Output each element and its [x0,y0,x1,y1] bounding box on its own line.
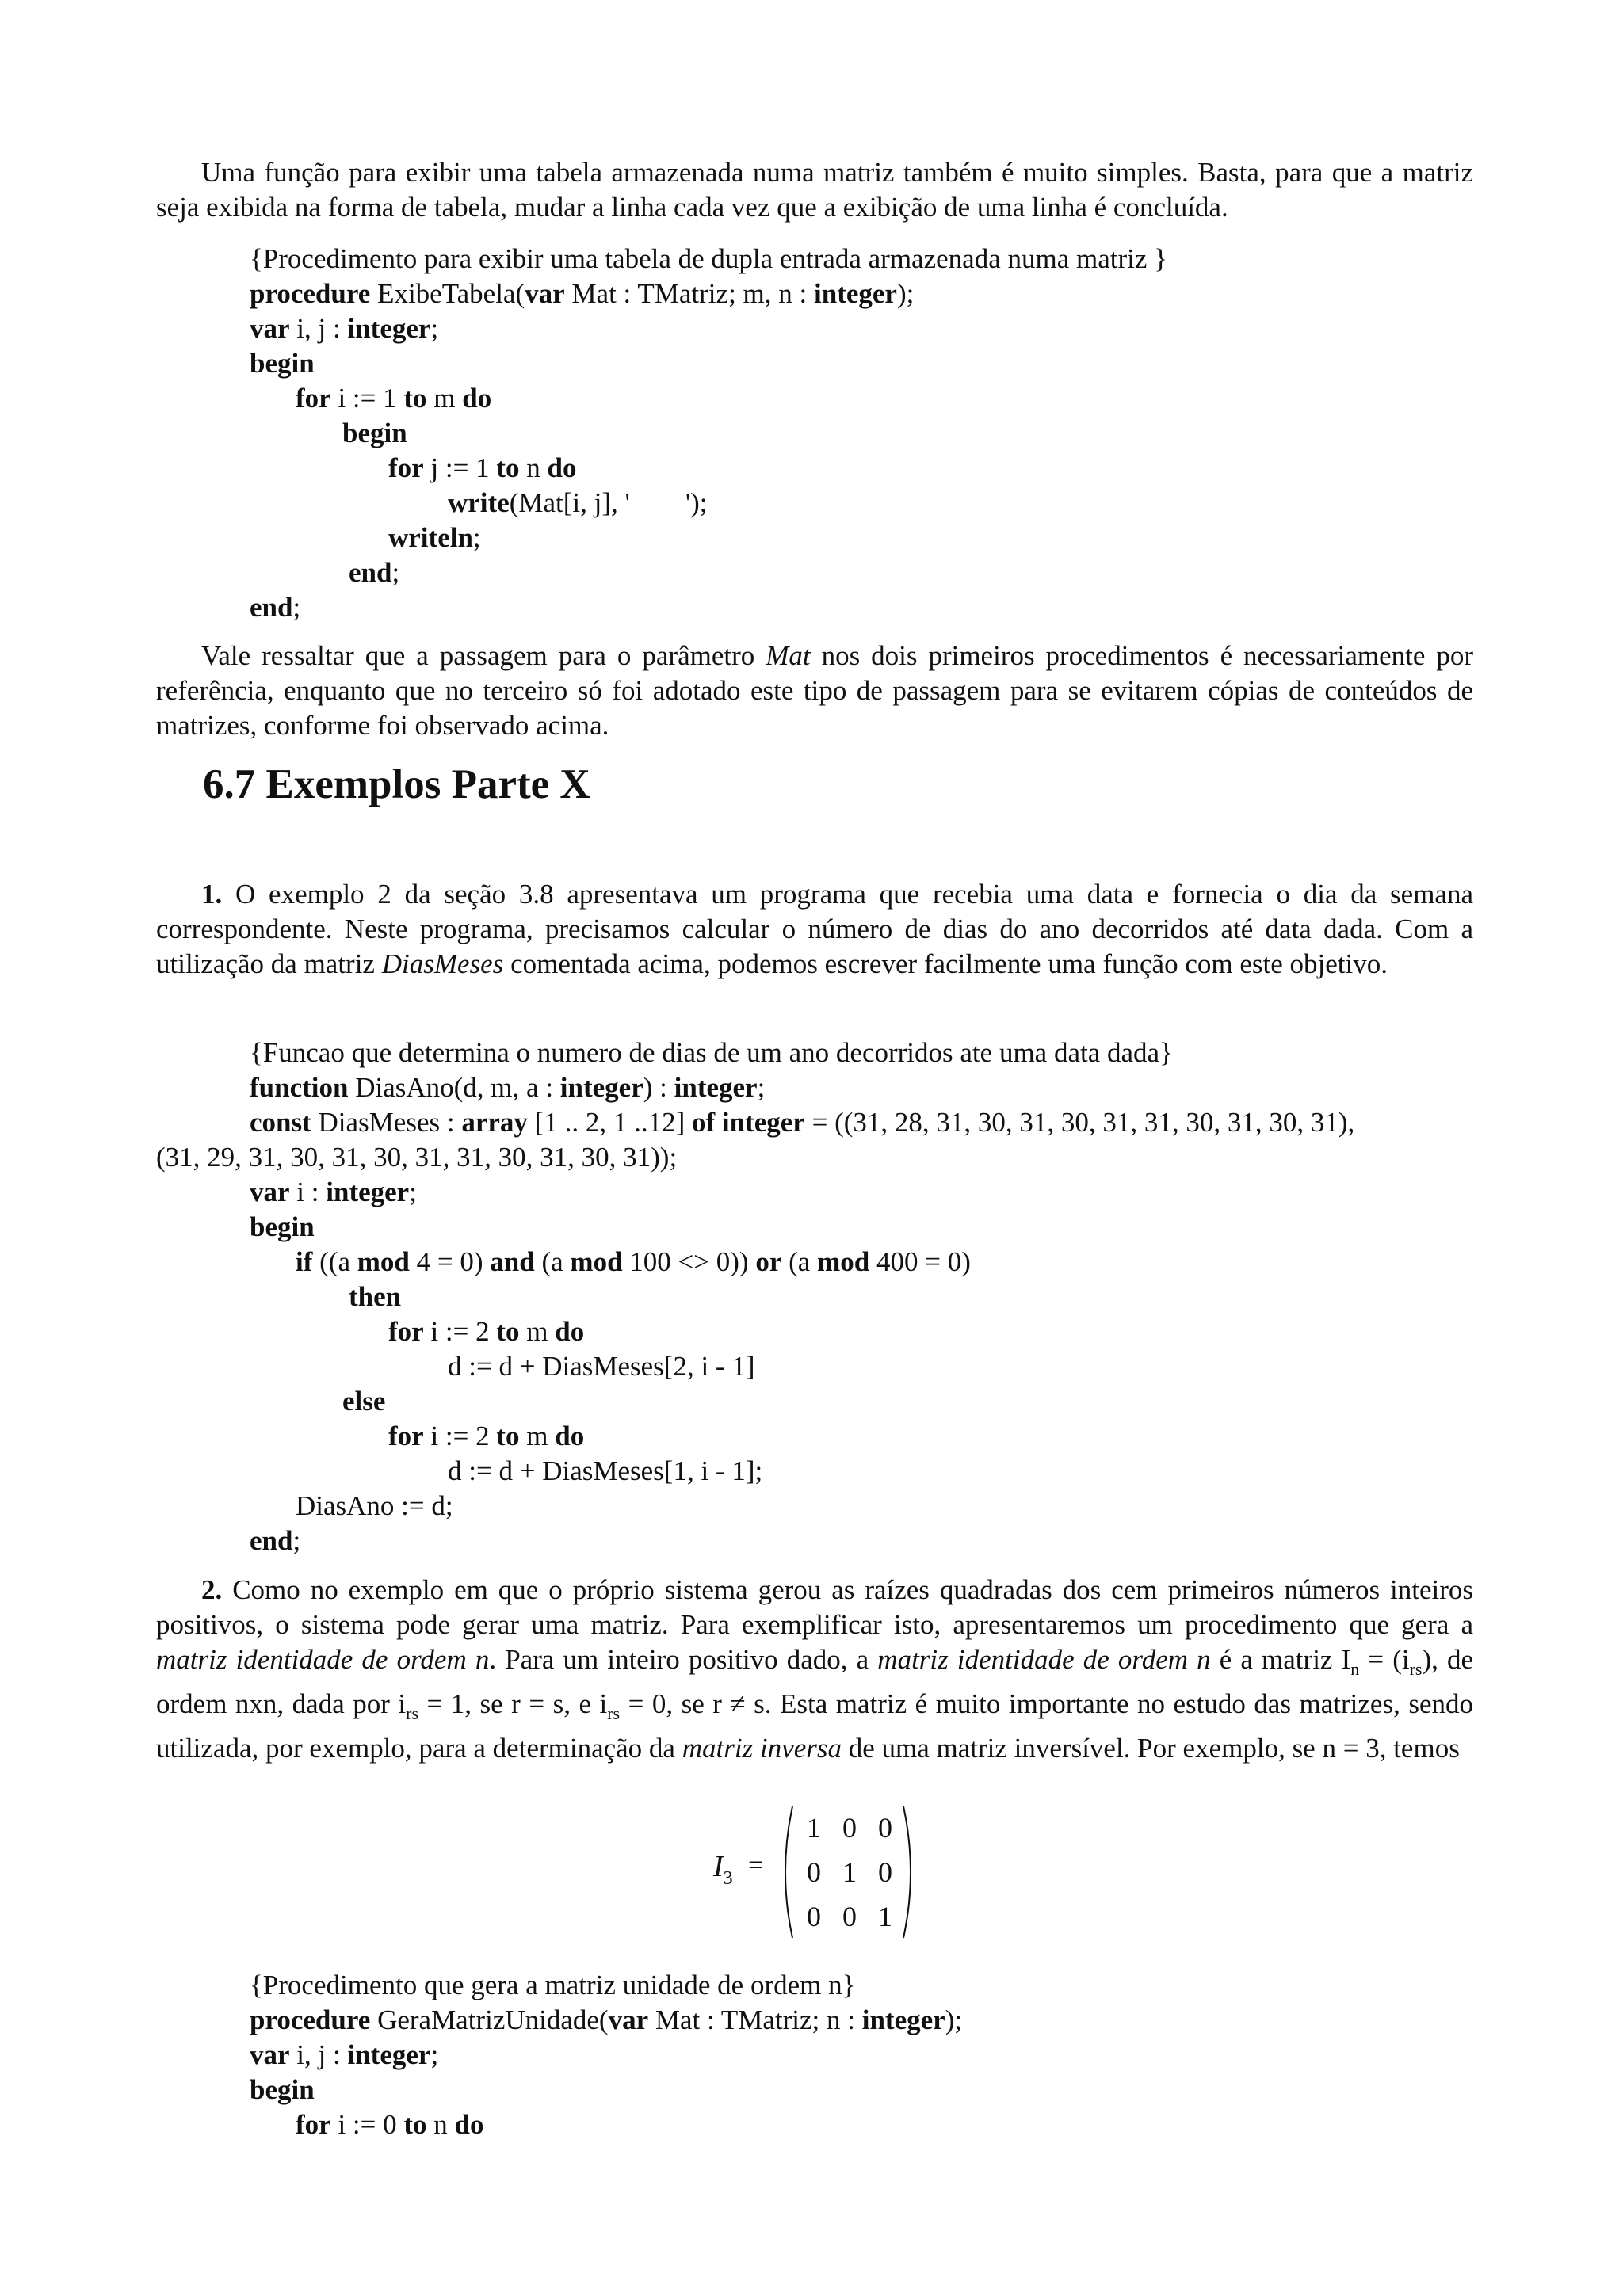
code-line: if ((a mod 4 = 0) and (a mod 100 <> 0)) or (a mod 400 = 0) [296,1246,971,1277]
code-line: end; [349,557,400,588]
code-line: var i, j : integer; [250,2039,439,2070]
matrix-cell: 0 [878,1812,892,1844]
code-line: begin [250,1211,315,1242]
code-line: for i := 2 to m do [388,1421,585,1451]
code-comment: {Procedimento que gera a matriz unidade de ordem n} [250,1970,856,2000]
code-line: begin [250,348,315,379]
example-1-paragraph: 1. O exemplo 2 da seção 3.8 apresentava um programa que recebia uma data e fornecia o dia da semana correspondente. Neste programa, precisamos calcular o número de dias do ano decorridos até data dada. Com a utilização da matriz DiasMeses comentada acima, podemos escrever facilmente uma função com este objetivo. [156,879,1473,979]
code-line: then [349,1281,402,1312]
matrix-cell: 1 [842,1856,857,1888]
code-line: d := d + DiasMeses[1, i - 1]; [448,1455,763,1486]
code-line: (31, 29, 31, 30, 31, 30, 31, 31, 30, 31, 30, 31)); [156,1142,678,1173]
identity-matrix [713,1798,919,1946]
intro-paragraph: Uma função para exibir uma tabela armazenada numa matriz também é muito simples. Basta, para que a matriz seja exibida na forma de tabela, mudar a linha cada vez que a exibição de uma linha é concluída. [156,157,1473,223]
matrix-label: $I_3$ [713,1850,733,1889]
paragraph-parameter-note: Vale ressaltar que a passagem para o parâmetro Mat nos dois primeiros procedimentos é necessariamente por referência, enquanto que no terceiro só foi adotado este tipo de passagem para se evitarem cópias de conteúdos de matrizes, conforme foi observado acima. [156,640,1473,741]
matrix-cell: 1 [878,1901,892,1932]
code-line: function DiasAno(d, m, a : integer) : integer; [250,1072,766,1103]
code-line: const DiasMeses : array [1 .. 2, 1 ..12] of integer = ((31, 28, 31, 30, 31, 30, 31, 31, 30, 31, 30, 31), [250,1107,1355,1138]
matrix-cell: 0 [807,1856,821,1888]
matrix-cell: 1 [807,1812,821,1844]
code-line: end; [250,1525,301,1556]
code-comment: {Procedimento para exibir uma tabela de dupla entrada armazenada numa matriz } [250,243,1167,274]
matrix-equals: = [748,1851,764,1880]
code-line: begin [250,2074,315,2105]
code-comment: {Funcao que determina o numero de dias de um ano decorridos ate uma data dada} [250,1037,1173,1068]
code-line: for i := 1 to m do [296,383,492,414]
section-heading: 6.7 Exemplos Parte X [203,761,590,807]
code-line: write(Mat[i, j], ' '); [448,487,708,518]
matrix-cell: 0 [842,1901,857,1932]
example-2-paragraph: 2. Como no exemplo em que o próprio sistema gerou as raízes quadradas dos cem primeiros números inteiros positivos, o sistema pode gerar uma matriz. Para exemplificar isto, apresentaremos um procedimento que gera a matriz identidade de ordem n. Para um inteiro positivo dado, a matriz identidade de ordem n é a matriz $I_n = (i_{rs})$, de ordem nxn, dada por $i_{rs} = 1$, se r = s, e $i_{rs} = 0$, se r ≠ s. Esta matriz é muito importante no estudo das matrizes, sendo utilizada, por exemplo, para a determinação da matriz inversa de uma matriz inversível. Por exemplo, se n = 3, temos [156,1574,1474,1764]
code-line: else [342,1386,386,1417]
code-line: for i := 0 to n do [296,2109,484,2140]
matrix-cell: 0 [807,1901,821,1932]
code-line: var i : integer; [250,1177,417,1207]
code-line: var i, j : integer; [250,313,439,344]
code-line: d := d + DiasMeses[2, i - 1] [448,1351,755,1382]
matrix-cell: 0 [878,1856,892,1888]
code-line: DiasAno := d; [296,1490,453,1521]
code-line: for i := 2 to m do [388,1316,585,1347]
matrix-cell: 0 [842,1812,857,1844]
code-line: procedure GeraMatrizUnidade(var Mat : TMatriz; n : integer); [250,2004,963,2035]
code-line: end; [250,592,301,623]
code-line: writeln; [388,522,481,553]
code-line: procedure ExibeTabela(var Mat : TMatriz; m, n : integer); [250,278,915,309]
code-line: for j := 1 to n do [388,452,577,483]
code-line: begin [342,418,407,448]
